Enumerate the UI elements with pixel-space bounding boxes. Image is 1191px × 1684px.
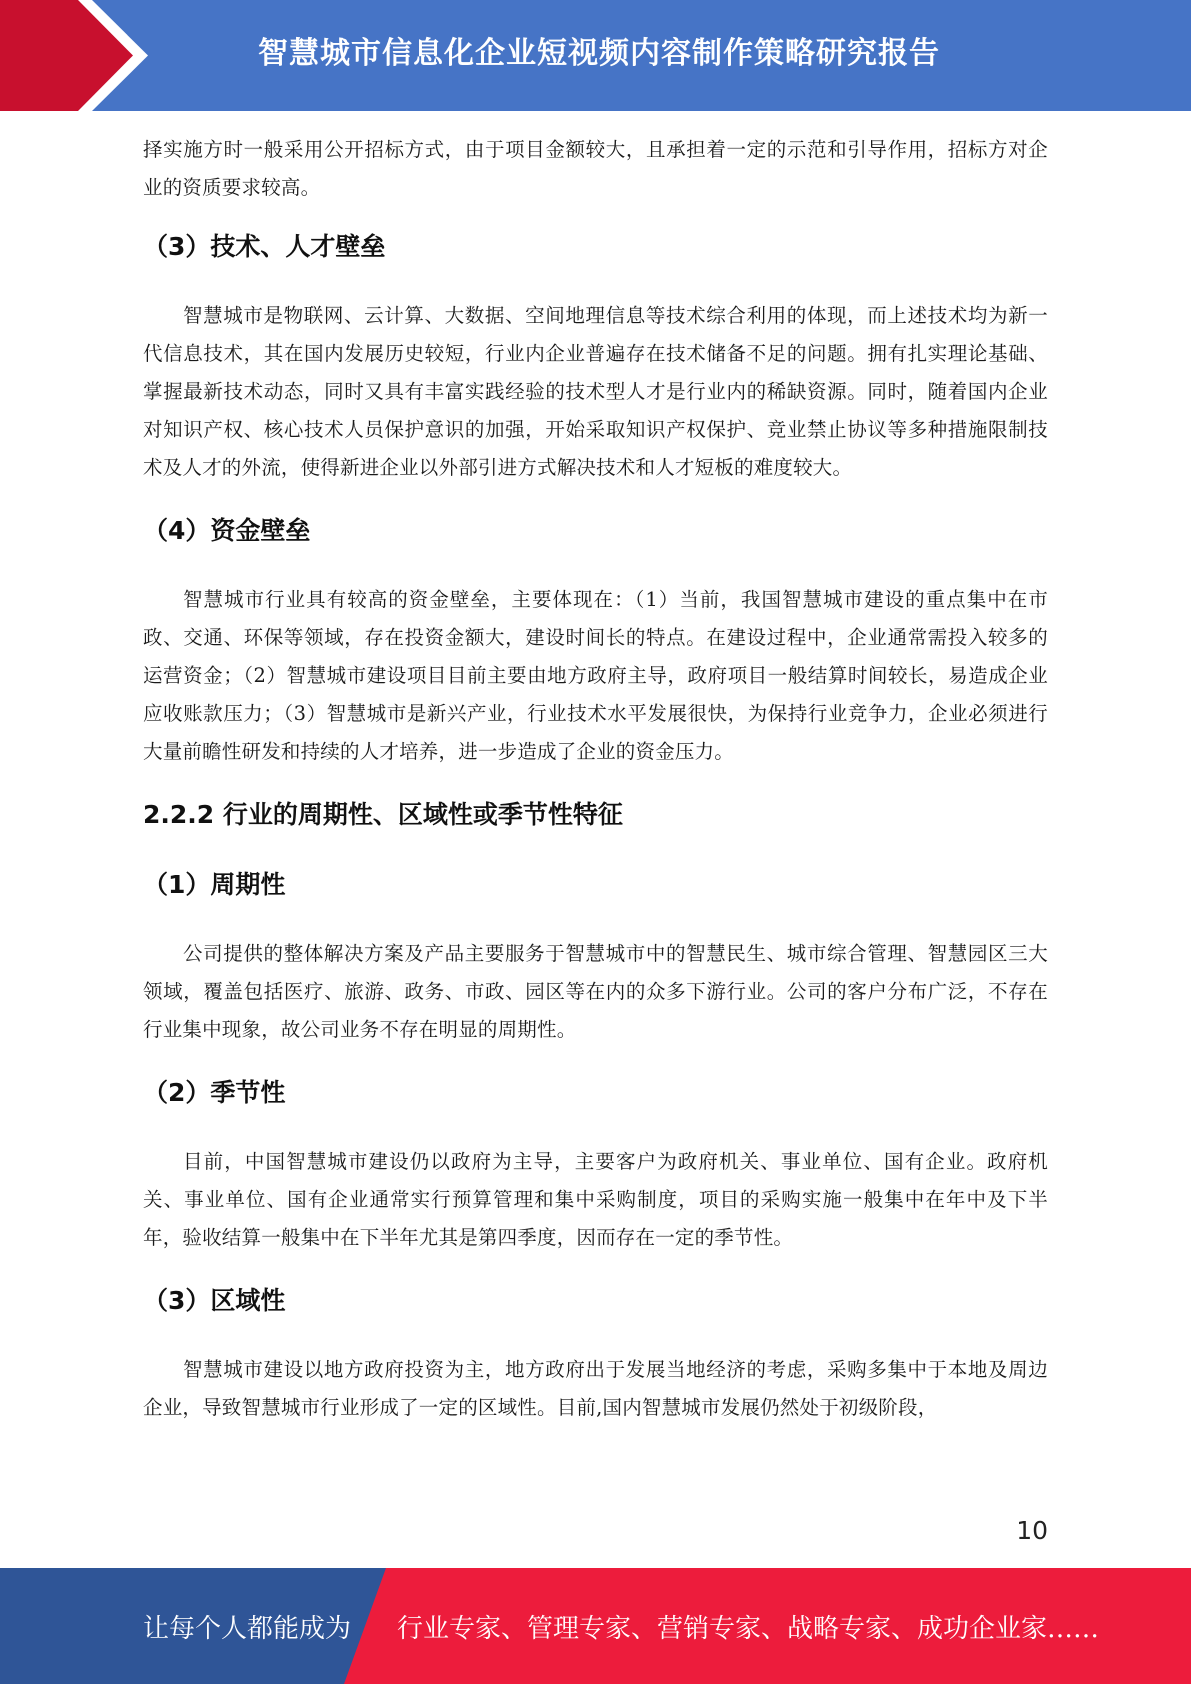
paragraph-fund-barrier: 智慧城市行业具有较高的资金壁垒，主要体现在：（1）当前，我国智慧城市建设的重点集中在市政、交通、环保等领域，存在投资金额大，建设时间长的特点。在建设过程中，企业通常需投入较多的运营资金；（2）智慧城市建设项目目前主要由地方政府主导，政府项目一般结算时间较长，易造成企业应收账款压力；（3）智慧城市是新兴产业，行业技术水平发展很快，为保持行业竞争力，企业必须进行大量前瞻性研发和持续的人才培养，进一步造成了企业的资金压力。 — [143, 588, 1048, 763]
page-header — [0, 0, 1191, 111]
footer-slogan-right: 行业专家、管理专家、营销专家、战略专家、成功企业家…… — [397, 1614, 1100, 1644]
paragraph-regionality: 智慧城市建设以地方政府投资为主，地方政府出于发展当地经济的考虑，采购多集中于本地及周边企业，导致智慧城市行业形成了一定的区域性。目前,国内智慧城市发展仍然处于初级阶段， — [143, 1358, 1048, 1419]
paragraph-seasonality: 目前，中国智慧城市建设仍以政府为主导，主要客户为政府机关、事业单位、国有企业。政府机关、事业单位、国有企业通常实行预算管理和集中采购制度，项目的采购实施一般集中在年中及下半年，验收结算一般集中在下半年尤其是第四季度，因而存在一定的季节性。 — [143, 1150, 1048, 1249]
page-body — [143, 131, 1048, 1427]
paragraph-tech-barrier: 智慧城市是物联网、云计算、大数据、空间地理信息等技术综合利用的体现，而上述技术均为新一代信息技术，其在国内发展历史较短，行业内企业普遍存在技术储备不足的问题。拥有扎实理论基础、掌握最新技术动态，同时又具有丰富实践经验的技术型人才是行业内的稀缺资源。同时，随着国内企业对知识产权、核心技术人员保护意识的加强，开始采取知识产权保护、竞业禁止协议等多种措施限制技术及人才的外流，使得新进企业以外部引进方式解决技术和人才短板的难度较大。 — [143, 304, 1048, 479]
section-heading-2-2-2: 2.2.2 行业的周期性、区域性或季节性特征 — [143, 800, 623, 829]
heading-seasonality: （2）季节性 — [143, 1078, 286, 1107]
header-chevron-icon — [0, 0, 160, 111]
paragraph-cyclicality: 公司提供的整体解决方案及产品主要服务于智慧城市中的智慧民生、城市综合管理、智慧园区三大领域，覆盖包括医疗、旅游、政务、市政、园区等在内的众多下游行业。公司的客户分布广泛，不存在行业集中现象，故公司业务不存在明显的周期性。 — [143, 942, 1048, 1041]
report-title: 智慧城市信息化企业短视频内容制作策略研究报告 — [258, 36, 940, 71]
heading-regionality: （3）区域性 — [143, 1286, 286, 1315]
page-footer — [0, 1568, 1191, 1684]
footer-slogan-left: 让每个人都能成为 — [143, 1614, 352, 1644]
paragraph-intro: 择实施方时一般采用公开招标方式，由于项目金额较大，且承担着一定的示范和引导作用，招标方对企业的资质要求较高。 — [143, 138, 1048, 199]
heading-fund-barrier: （4）资金壁垒 — [143, 516, 311, 545]
heading-cyclicality: （1）周期性 — [143, 870, 286, 899]
heading-tech-barrier: （3）技术、人才壁垒 — [143, 232, 386, 261]
page-number: 10 — [1016, 1516, 1048, 1545]
